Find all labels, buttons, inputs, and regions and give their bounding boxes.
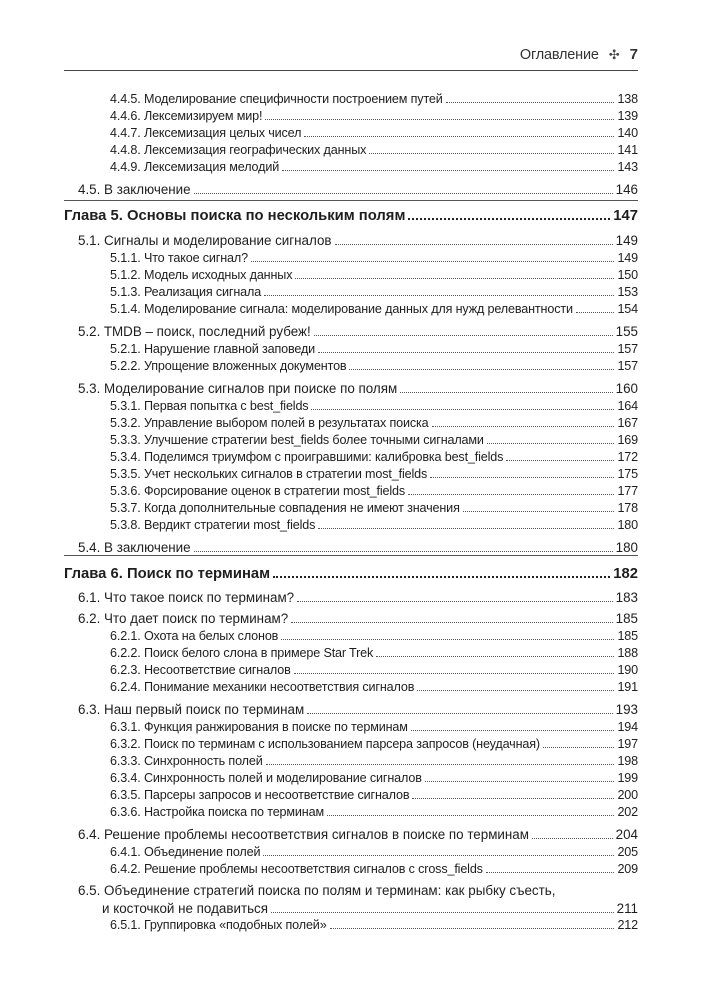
toc-entry-title: 5.1.4. Моделирование сигнала: моделирование данных для нужд релевантности [110,302,573,316]
header-rule [64,70,638,71]
dot-leader [376,656,614,657]
toc-entry[interactable] [110,143,638,157]
toc-entry-page: 167 [617,416,638,430]
toc-entry-title: 4.4.7. Лексемизация целых чисел [110,126,302,140]
toc-entry-page: 178 [617,501,638,515]
running-header-section: Оглавление [519,47,599,63]
toc-entry-page: 149 [617,251,638,265]
toc-chapter-entry[interactable] [64,208,638,224]
toc-entry[interactable] [110,342,638,356]
dot-leader [295,278,614,279]
toc-entry[interactable] [110,680,638,694]
toc-entry-page: 182 [613,566,638,582]
toc-entry[interactable] [110,805,638,819]
dot-leader [273,576,610,578]
dot-leader [369,153,614,154]
toc-entry-title: 5.3.3. Улучшение стратегии best_fields более точными сигналами [110,433,484,447]
toc-entry[interactable] [110,518,638,532]
toc-chapter-entry[interactable] [64,566,638,582]
toc-entry[interactable] [110,450,638,464]
toc-entry[interactable] [110,467,638,481]
toc-entry[interactable] [110,845,638,859]
toc-entry-title: 6.5.1. Группировка «подобных полей» [110,918,327,932]
dot-leader [446,102,615,103]
toc-entry-page: 138 [617,92,638,106]
toc-entry-page: 169 [617,433,638,447]
toc-entry[interactable] [78,828,638,842]
dot-leader [408,218,610,220]
dot-leader [430,477,614,478]
toc-entry[interactable] [110,92,638,106]
toc-entry[interactable] [110,109,638,123]
toc-entry-page: 197 [617,737,638,751]
toc-entry-page: 202 [617,805,638,819]
toc-entry-page: 204 [615,827,638,842]
dot-leader [417,690,614,691]
toc-entry[interactable] [110,663,638,677]
dot-leader [425,781,615,782]
toc-entry-title: 5.3.7. Когда дополнительные совпадения не имеют значения [110,501,460,515]
toc-entry-title: 5.1.1. Что такое сигнал? [110,251,248,265]
toc-entry[interactable] [78,541,638,555]
dot-leader [314,335,613,336]
toc-entry[interactable] [78,591,638,605]
toc-entry[interactable] [78,382,638,396]
toc-entry-page: 193 [615,702,638,717]
toc-entry-page: 185 [615,611,638,626]
dot-leader [281,639,614,640]
toc-entry-page: 190 [617,663,638,677]
toc-entry[interactable] [110,918,638,932]
dot-leader [487,443,615,444]
dot-leader [532,838,613,839]
dot-leader [318,352,614,353]
toc-entry[interactable] [110,862,638,876]
toc-entry[interactable] [110,359,638,373]
toc-entry-title: 5.3.6. Форсирование оценок в стратегии most_fields [110,484,405,498]
toc-entry-title: 5.1.3. Реализация сигнала [110,285,262,299]
toc-entry-page: 180 [615,540,638,555]
dot-leader [266,764,615,765]
toc-entry-page: 160 [615,381,638,396]
toc-entry-title: 5.3.4. Поделимся триумфом с проигравшими: калибровка best_fields [110,450,504,464]
dot-leader [264,295,614,296]
toc-entry[interactable] [110,737,638,751]
dot-leader [411,730,615,731]
dot-leader [327,815,614,816]
toc-entry-page: 154 [617,302,638,316]
toc-entry-title: 6.4.2. Решение проблемы несоответствия сигналов с cross_fields [110,862,483,876]
toc-entry-title: 6.2.2. Поиск белого слона в примере Star Trek [110,646,374,660]
dot-leader [307,713,612,714]
toc-entry-page: 153 [617,285,638,299]
dot-leader [263,855,614,856]
toc-entry-title: 6.3.2. Поиск по терминам с использованием парсера запросов (неудачная) [110,737,540,751]
dot-leader [463,511,615,512]
toc-entry[interactable] [78,325,638,339]
toc-entry-page: 199 [617,771,638,785]
toc-entry-page: 140 [617,126,638,140]
toc-entry-title: 5.2.2. Упрощение вложенных документов [110,359,347,373]
toc-entry-page: 177 [617,484,638,498]
dot-leader [408,494,614,495]
toc-entry-page: 194 [617,720,638,734]
toc-entry[interactable] [110,629,638,643]
dot-leader [304,136,614,137]
toc-entry-title: 6.4. Решение проблемы несоответствия сигналов в поиске по терминам [78,827,529,842]
toc-entry[interactable] [110,646,638,660]
toc-entry-title: 4.5. В заключение [78,182,191,197]
toc-entry-title: 5.2.1. Нарушение главной заповеди [110,342,316,356]
toc-entry[interactable] [110,285,638,299]
toc-entry-title: 6.2.1. Охота на белых слонов [110,629,279,643]
toc-entry[interactable] [102,902,638,916]
dot-leader [576,312,615,313]
toc-entry-page: 172 [617,450,638,464]
dot-leader [194,551,613,552]
toc-entry-page: 164 [617,399,638,413]
toc-entry-page: 139 [617,109,638,123]
dot-leader [282,170,614,171]
dot-leader [432,426,615,427]
toc-entry[interactable] [110,268,638,282]
page-number: 7 [629,46,638,63]
toc-entry-page: 141 [617,143,638,157]
ornament-icon: ✣ [608,47,620,62]
toc-entry-page: 191 [617,680,638,694]
toc-entry-title: 4.4.6. Лексемизируем мир! [110,109,263,123]
toc-entry[interactable] [78,703,638,717]
toc-entry-page: 157 [617,342,638,356]
toc-entry-title: 5.2. TMDB – поиск, последний рубеж! [78,324,311,339]
toc-entry[interactable] [110,771,638,785]
toc-entry-page: 180 [617,518,638,532]
toc-entry-title: 6.3. Наш первый поиск по терминам [78,702,305,717]
toc-entry[interactable] [110,433,638,447]
toc-entry-title: 5.3.5. Учет нескольких сигналов в стратегии most_fields [110,467,428,481]
toc-entry-page: 198 [617,754,638,768]
toc-entry-page: 212 [617,918,638,932]
dot-leader [271,912,614,913]
dot-leader [251,261,614,262]
toc-entry-page: 155 [615,324,638,339]
toc-entry-title: 5.3.8. Вердикт стратегии most_fields [110,518,316,532]
dot-leader [265,119,614,120]
toc-entry-title: 6.3.6. Настройка поиска по терминам [110,805,324,819]
toc-entry-page: 149 [615,233,638,248]
toc-entry-page: 150 [617,268,638,282]
toc-entry-title: 5.4. В заключение [78,540,191,555]
toc-entry-title: 4.4.5. Моделирование специфичности построением путей [110,92,443,106]
toc-entry-title: 6.2.4. Понимание механики несоответствия сигналов [110,680,415,694]
toc-entry[interactable] [110,160,638,174]
toc-entry-page: 157 [617,359,638,373]
dot-leader [335,244,613,245]
toc-entry[interactable] [110,484,638,498]
toc-entry-title: 6.4.1. Объединение полей [110,845,261,859]
toc-entry-page: 200 [617,788,638,802]
toc-entry-page: 205 [617,845,638,859]
toc-entry-page: 188 [617,646,638,660]
toc-entry-title: 4.4.8. Лексемизация географических данных [110,143,367,157]
dot-leader [297,601,613,602]
toc-entry-title: 6.2. Что дает поиск по терминам? [78,611,289,626]
toc-entry-title: 5.1. Сигналы и моделирование сигналов [78,233,332,248]
dot-leader [291,622,612,623]
toc-entry[interactable] [110,302,638,316]
toc-entry[interactable] [110,126,638,140]
dot-leader [486,872,615,873]
dot-leader [311,409,614,410]
dot-leader [318,528,614,529]
toc-entry-title: 4.4.9. Лексемизация мелодий [110,160,280,174]
toc-entry[interactable] [110,501,638,515]
dot-leader [506,460,614,461]
dot-leader [294,673,615,674]
toc-entry-title: Глава 6. Поиск по терминам [64,566,271,582]
toc-entry[interactable] [110,754,638,768]
dot-leader [349,369,614,370]
toc-entry-title: 6.3.3. Синхронность полей [110,754,263,768]
dot-leader [330,928,615,929]
toc-entry-title: Глава 5. Основы поиска по нескольким полям [64,208,406,224]
toc-entry[interactable] [78,234,638,248]
toc-entry[interactable] [78,612,638,626]
toc-entry-page: 147 [613,208,638,224]
toc-entry[interactable] [110,788,638,802]
toc-entry[interactable] [78,183,638,197]
toc-entry-title: 6.1. Что такое поиск по терминам? [78,590,295,605]
running-header [64,46,638,68]
toc-entry[interactable] [110,720,638,734]
toc-entry-title: 6.2.3. Несоответствие сигналов [110,663,291,677]
toc-entry-page: 143 [617,160,638,174]
chapter-divider [64,555,638,556]
toc-entry-page: 211 [616,901,638,916]
toc-entry-title: 6.3.5. Парсеры запросов и несоответствие сигналов [110,788,410,802]
toc-entry-title: 6.3.1. Функция ранжирования в поиске по терминам [110,720,408,734]
toc-entry-title: и косточкой не подавиться [102,901,268,916]
toc-entry[interactable] [110,399,638,413]
toc-entry-page: 209 [617,862,638,876]
toc-entry-page: 146 [615,182,638,197]
dot-leader [543,747,614,748]
dot-leader [400,392,612,393]
dot-leader [412,798,614,799]
chapter-divider [64,200,638,201]
toc-entry-title: 5.3. Моделирование сигналов при поиске по полям [78,381,398,396]
toc-entry-title: 6.3.4. Синхронность полей и моделирование сигналов [110,771,422,785]
toc-entry-title: 5.1.2. Модель исходных данных [110,268,293,282]
toc-entry-page: 183 [615,590,638,605]
toc-entry[interactable] [110,251,638,265]
toc-entry-page: 175 [617,467,638,481]
toc-entry[interactable] [110,416,638,430]
toc-entry-title: 5.3.1. Первая попытка с best_fields [110,399,309,413]
toc-entry-title: 5.3.2. Управление выбором полей в результатах поиска [110,416,429,430]
toc-entry-page: 185 [617,629,638,643]
toc-entry-title-line: 6.5. Объединение стратегий поиска по полям и терминам: как рыбку съесть, [78,883,556,898]
dot-leader [194,193,613,194]
